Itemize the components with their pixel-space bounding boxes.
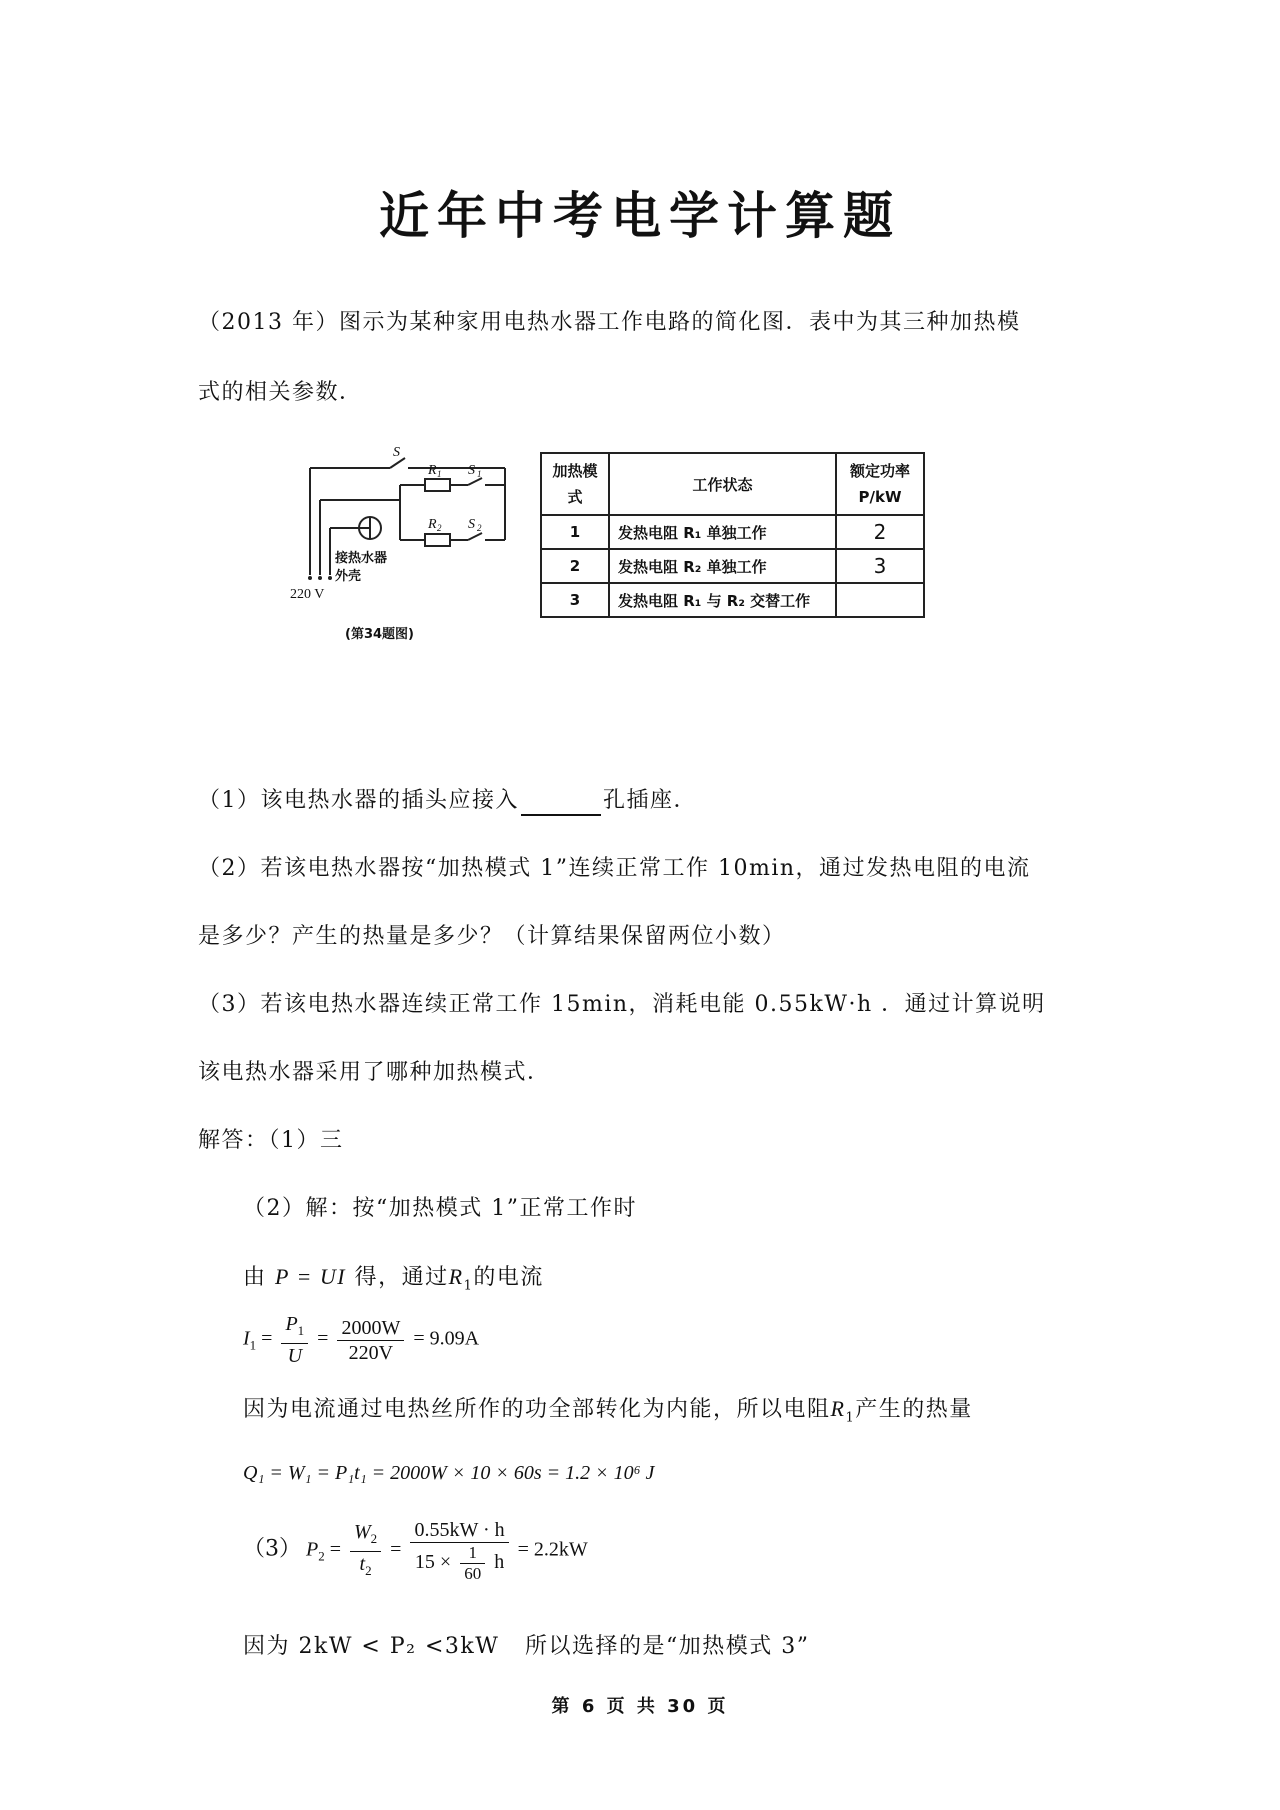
intro-line-1: （2013 年）图示为某种家用电热水器工作电路的简化图．表中为其三种加热模 — [198, 310, 1021, 335]
eq1-num1-sub: 1 — [297, 1323, 305, 1338]
question-3-line-1: （3）若该电热水器连续正常工作 15min，消耗电能 0.55kW·h ．通过计算说明 — [198, 992, 1046, 1017]
eq3-inner-fraction — [460, 1543, 485, 1584]
eq1-num2: 2000W — [337, 1316, 404, 1341]
eq1-lhs: I — [243, 1327, 250, 1350]
question-1 — [198, 786, 697, 816]
r1-label: R — [428, 463, 437, 478]
pui-text-b: 得，通过 — [354, 1265, 449, 1290]
parameter-table-wrapper — [540, 452, 925, 618]
intro-line-2: 式的相关参数． — [198, 380, 363, 405]
heat-text-b: 产生的热量 — [855, 1397, 973, 1422]
answer-1: 解答：（1）三 — [198, 1128, 344, 1153]
eq3-den1: t — [359, 1552, 366, 1575]
s1-label: S — [468, 463, 475, 478]
eq3-num1-sub: 2 — [370, 1530, 378, 1546]
eq3-label: （3） — [243, 1536, 301, 1562]
eq3-fraction-2 — [410, 1518, 508, 1584]
eq3-inner-den: 60 — [464, 1564, 482, 1583]
page-footer: 第 6 页 共 30 页 — [551, 1696, 729, 1717]
page-title: 近年中考电学计算题 — [379, 187, 901, 245]
question-2-line-1: （2）若该电热水器按“加热模式 1”连续正常工作 10min，通过发热电阻的电流 — [198, 856, 1031, 881]
eq3-lhs-sub: 2 — [318, 1548, 325, 1564]
eq3-fraction-1 — [350, 1520, 381, 1583]
pui-text-c: 的电流 — [473, 1265, 544, 1290]
eq3-num2: 0.55kW · h — [410, 1518, 508, 1543]
r2-sub: 2 — [437, 523, 442, 533]
conclusion-b: 所以选择的是“加热模式 3” — [525, 1634, 810, 1659]
row-state: 发热电阻 R₂ 单独工作 — [609, 549, 836, 583]
row-mode: 2 — [541, 549, 609, 583]
header-power-name: 额定功率 — [849, 462, 910, 480]
r2-label: R — [428, 517, 437, 532]
eq1-den2: 220V — [348, 1341, 394, 1364]
s2-sub: 2 — [477, 523, 482, 533]
eq3-inner-num: 1 — [460, 1543, 485, 1564]
parameter-table — [540, 452, 925, 618]
pui-formula: P = UI — [275, 1264, 347, 1289]
eq1-result: = 9.09A — [413, 1327, 480, 1350]
row-mode: 3 — [541, 583, 609, 617]
shell-label-2: 外壳 — [335, 569, 362, 584]
pui-r-sub: 1 — [463, 1278, 474, 1294]
heat-r-sub: 1 — [845, 1410, 856, 1426]
table-row — [541, 549, 924, 583]
s2-label: S — [468, 517, 475, 532]
eq3-lhs: P — [306, 1538, 319, 1561]
voltage-label: 220 V — [290, 587, 325, 602]
table-row — [541, 515, 924, 549]
question-3-line-2: 该电热水器采用了哪种加热模式． — [198, 1060, 551, 1085]
conclusion-a: 因为 2kW < P₂ <3kW — [243, 1634, 500, 1659]
table-row — [541, 583, 924, 617]
header-power — [836, 453, 924, 515]
equation-current: $I_1$ = $\frac{P_1}{U}$ = $\frac{2000W}{220V}$ = 9.09A — [243, 1313, 480, 1367]
header-power-unit: P/kW — [858, 488, 902, 506]
header-mode: 加热模式 — [541, 453, 609, 515]
answer-2-pui — [243, 1262, 544, 1301]
answer-blank — [521, 792, 601, 816]
eq3-den2-b: h — [494, 1551, 505, 1574]
question-2-line-2: 是多少？产生的热量是多少？（计算结果保留两位小数） — [198, 924, 786, 949]
s1-sub: 1 — [477, 469, 482, 479]
row-state: 发热电阻 R₁ 单独工作 — [609, 515, 836, 549]
figure-caption: (第34题图) — [345, 627, 414, 642]
eq3-den1-sub: 2 — [365, 1562, 372, 1578]
eq3-num1: W — [354, 1520, 371, 1543]
shell-label-1: 接热水器 — [335, 551, 388, 566]
row-power: 3 — [836, 549, 924, 583]
eq1-den1: U — [287, 1345, 303, 1367]
answer-2-intro: （2）解：按“加热模式 1”正常工作时 — [243, 1196, 637, 1221]
equation-power: （3） $P_2$ = $\frac{W_2}{t_2}$ = 0.55kW · h 15 × $\frac{1}{60}$ h = 2.2kW — [243, 1519, 588, 1583]
eq1-fraction-1 — [281, 1312, 308, 1368]
pui-text-a: 由 — [243, 1265, 267, 1290]
circuit-diagram — [290, 440, 520, 650]
circuit-svg — [290, 440, 520, 650]
eq3-den2-a: 15 × — [414, 1551, 452, 1574]
row-power — [836, 583, 924, 617]
switch-s-label: S — [393, 445, 400, 460]
row-state: 发热电阻 R₁ 与 R₂ 交替工作 — [609, 583, 836, 617]
heat-r: R — [830, 1396, 846, 1421]
q1-text-b: 孔插座． — [603, 788, 698, 813]
pui-r: R — [448, 1264, 464, 1289]
eq1-lhs-sub: 1 — [249, 1337, 257, 1353]
eq3-result: = 2.2kW — [517, 1538, 588, 1561]
r1-sub: 1 — [437, 469, 442, 479]
equation-heat: Q₁ = W₁ = P₁t₁ = 2000W × 10 × 60s = 1.2 × 10⁶ J — [243, 1462, 655, 1484]
header-state: 工作状态 — [609, 453, 836, 515]
q1-text-a: （1）该电热水器的插头应接入 — [198, 788, 519, 813]
eq1-fraction-2 — [337, 1316, 404, 1365]
table-header-row — [541, 453, 924, 515]
row-power: 2 — [836, 515, 924, 549]
answer-2-heat — [243, 1394, 973, 1433]
row-mode: 1 — [541, 515, 609, 549]
eq1-num1: P — [285, 1313, 298, 1335]
heat-text-a: 因为电流通过电热丝所作的功全部转化为内能，所以电阻 — [243, 1397, 831, 1422]
